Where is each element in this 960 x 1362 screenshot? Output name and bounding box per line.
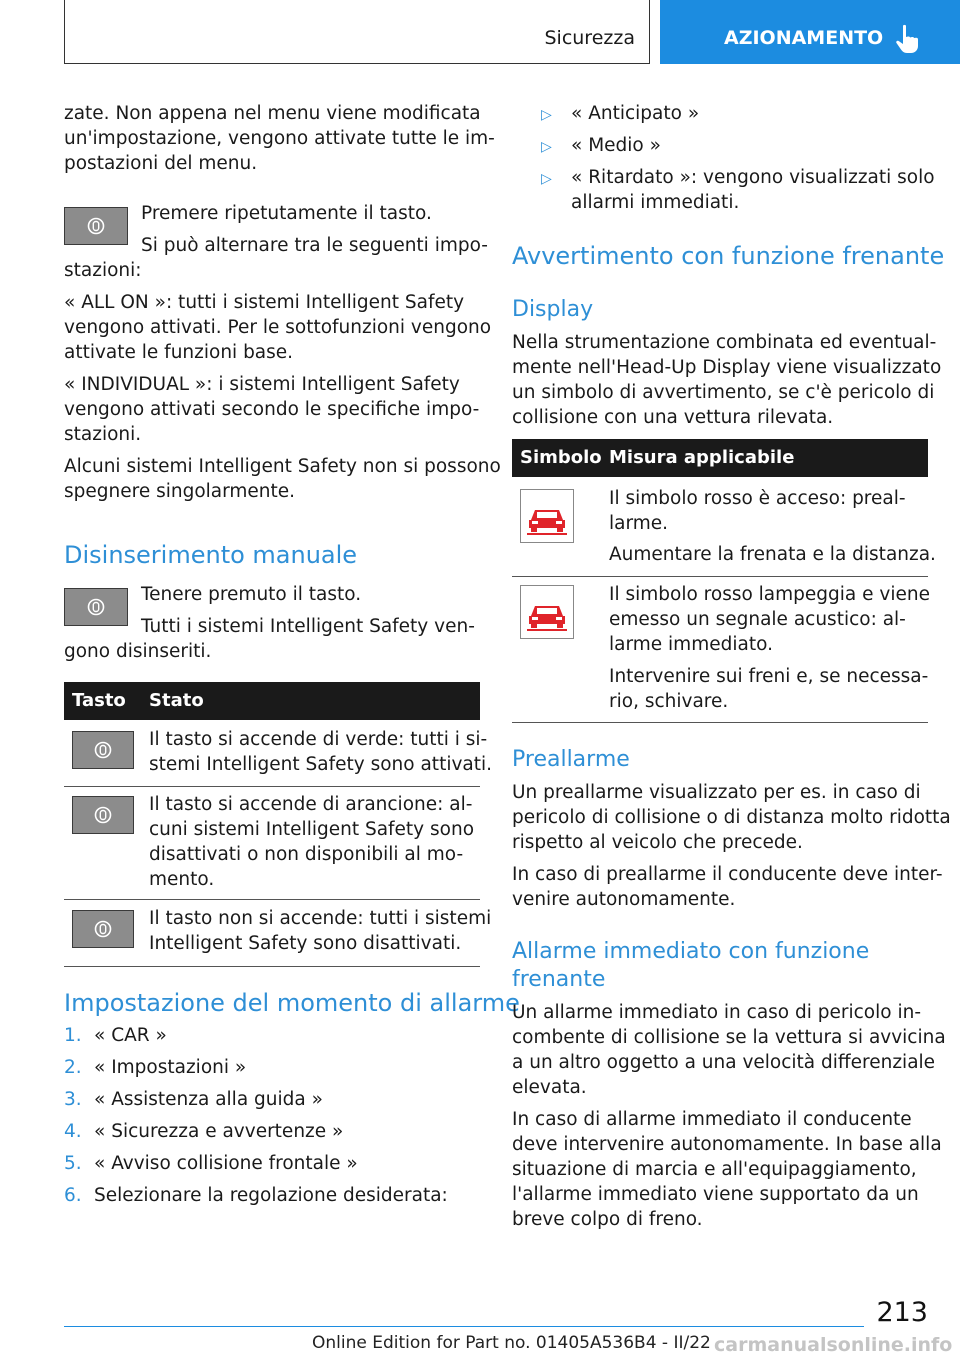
heading-manual-deactivation: Disinserimento manuale: [64, 541, 358, 569]
intelligent-safety-button-icon: [72, 910, 134, 948]
triangle-bullet-icon: ▷: [541, 139, 552, 155]
table-cell: stemi Intelligent Safety sono attivati.: [149, 754, 493, 775]
text-line: breve colpo di freno.: [512, 1209, 703, 1230]
row-divider: [64, 899, 480, 900]
triangle-bullet-icon: ▷: [541, 171, 552, 187]
step-text: « CAR »: [94, 1025, 167, 1046]
text-line: pericolo di collisione o di distanza molto ridotta: [512, 807, 951, 828]
table-cell: emesso un segnale acustico: al-: [609, 609, 906, 630]
symbol-measure-table-header: [512, 439, 928, 477]
header-chapter-tab: [660, 0, 960, 64]
col-status: Stato: [149, 690, 204, 711]
text-line: vengono attivati. Per le sottofunzioni vengono: [64, 317, 492, 338]
header-chapter-title: AZIONAMENTO: [724, 27, 884, 49]
row-divider: [64, 786, 480, 787]
option-text: « Anticipato »: [571, 103, 700, 124]
text-line: « ALL ON »: tutti i sistemi Intelligent Safety: [64, 292, 465, 313]
heading-immediate-alarm: frenante: [512, 967, 606, 992]
table-cell: mento.: [149, 869, 215, 890]
text-line: vengono attivati secondo le specifiche impo-: [64, 399, 480, 420]
table-cell: Aumentare la frenata e la distanza.: [609, 544, 936, 565]
text-line: un simbolo di avvertimento, se c'è pericolo di: [512, 382, 935, 403]
step-number: 2.: [64, 1057, 82, 1078]
text-line: spegnere singolarmente.: [64, 481, 296, 502]
collision-warning-car-icon: [520, 489, 574, 543]
text-line: Un preallarme visualizzato per es. in caso di: [512, 782, 921, 803]
step-text: « Impostazioni »: [94, 1057, 247, 1078]
table-cell: disattivati o non disponibili al mo-: [149, 844, 464, 865]
text-line: In caso di preallarme il conducente deve inter-: [512, 864, 943, 885]
page-number: 213: [876, 1297, 928, 1328]
text-line: Nella strumentazione combinata ed eventual-: [512, 332, 937, 353]
text-line: stazioni.: [64, 424, 142, 445]
header-section-box: [64, 0, 650, 64]
triangle-bullet-icon: ▷: [541, 107, 552, 123]
step-number: 3.: [64, 1089, 82, 1110]
step-text: « Avviso collisione frontale »: [94, 1153, 358, 1174]
footer-edition: Online Edition for Part no. 01405A536B4 - II/22: [312, 1333, 711, 1353]
table-cell: Il tasto si accende di verde: tutti i si-: [149, 729, 488, 750]
col-button: Tasto: [72, 690, 126, 711]
text-line: venire autonomamente.: [512, 889, 736, 910]
text-line: l'allarme immediato viene supportato da un: [512, 1184, 919, 1205]
table-bottom-rule: [64, 966, 480, 967]
table-cell: larme.: [609, 513, 669, 534]
step-number: 4.: [64, 1121, 82, 1142]
hold-text: Tenere premuto il tasto.: [141, 584, 362, 605]
text-line: Alcuni sistemi Intelligent Safety non si possono: [64, 456, 501, 477]
table-cell: larme immediato.: [609, 634, 773, 655]
heading-display: Display: [512, 297, 594, 322]
heading-prealarm: Preallarme: [512, 747, 630, 772]
text-line: Un allarme immediato in caso di pericolo in-: [512, 1002, 921, 1023]
step-text: « Sicurezza e avvertenze »: [94, 1121, 344, 1142]
footer-rule: [64, 1326, 864, 1327]
table-cell: Il simbolo rosso lampeggia e viene: [609, 584, 930, 605]
text-line: postazioni del menu.: [64, 153, 258, 174]
table-cell: Intervenire sui freni e, se necessa-: [609, 666, 929, 687]
option-text: allarmi immediati.: [571, 192, 740, 213]
col-measure: Misura applicabile: [609, 447, 795, 468]
text-line: a un altro oggetto a una velocità differenziale: [512, 1052, 936, 1073]
button-status-table-header: [64, 682, 480, 720]
hand-pointer-icon: [894, 24, 922, 54]
text-line: attivate le funzioni base.: [64, 342, 294, 363]
table-cell: Il tasto si accende di arancione: al-: [149, 794, 473, 815]
table-cell: cuni sistemi Intelligent Safety sono: [149, 819, 475, 840]
intelligent-safety-button-icon: [72, 796, 134, 834]
press-repeat-text: Premere ripetutamente il tasto.: [141, 203, 432, 224]
option-text: « Medio »: [571, 135, 661, 156]
table-bottom-rule: [512, 722, 928, 723]
text-line: Si può alternare tra le seguenti impo-: [141, 235, 488, 256]
table-cell: Il tasto non si accende: tutti i sistemi: [149, 908, 492, 929]
text-line: « INDIVIDUAL »: i sistemi Intelligent Safety: [64, 374, 460, 395]
text-line: In caso di allarme immediato il conducente: [512, 1109, 912, 1130]
text-line: rispetto al veicolo che precede.: [512, 832, 803, 853]
step-number: 5.: [64, 1153, 82, 1174]
text-line: zate. Non appena nel menu viene modificata: [64, 103, 481, 124]
table-cell: rio, schivare.: [609, 691, 729, 712]
heading-immediate-alarm: Allarme immediato con funzione: [512, 939, 870, 964]
text-line: deve intervenire autonomamente. In base alla: [512, 1134, 942, 1155]
step-text: « Assistenza alla guida »: [94, 1089, 323, 1110]
text-line: situazione di marcia e all'equipaggiamento,: [512, 1159, 917, 1180]
step-number: 6.: [64, 1185, 82, 1206]
row-divider: [512, 576, 928, 577]
intelligent-safety-button-icon: [64, 588, 128, 626]
intelligent-safety-button-icon: [64, 207, 128, 245]
text-line: collisione con una vettura rilevata.: [512, 407, 834, 428]
heading-braking-warning: Avvertimento con funzione frenante: [512, 242, 945, 270]
collision-warning-car-icon: [520, 585, 574, 639]
table-cell: Il simbolo rosso è acceso: preal-: [609, 488, 906, 509]
text-line: gono disinseriti.: [64, 641, 212, 662]
text-line: elevata.: [512, 1077, 587, 1098]
text-line: combente di collisione se la vettura si avvicina: [512, 1027, 946, 1048]
text-line: Tutti i sistemi Intelligent Safety ven-: [141, 616, 475, 637]
text-line: un'impostazione, vengono attivate tutte le im-: [64, 128, 495, 149]
text-line: stazioni:: [64, 260, 142, 281]
step-number: 1.: [64, 1025, 82, 1046]
table-cell: Intelligent Safety sono disattivati.: [149, 933, 462, 954]
intelligent-safety-button-icon: [72, 731, 134, 769]
header-section-title: Sicurezza: [544, 27, 635, 49]
text-line: mente nell'Head-Up Display viene visualizzato: [512, 357, 942, 378]
step-text: Selezionare la regolazione desiderata:: [94, 1185, 448, 1206]
footer-watermark: carmanualsonline.info: [714, 1334, 953, 1356]
option-text: « Ritardato »: vengono visualizzati solo: [571, 167, 935, 188]
heading-alarm-timing: Impostazione del momento di allarme: [64, 989, 520, 1017]
col-symbol: Simbolo: [520, 447, 602, 468]
